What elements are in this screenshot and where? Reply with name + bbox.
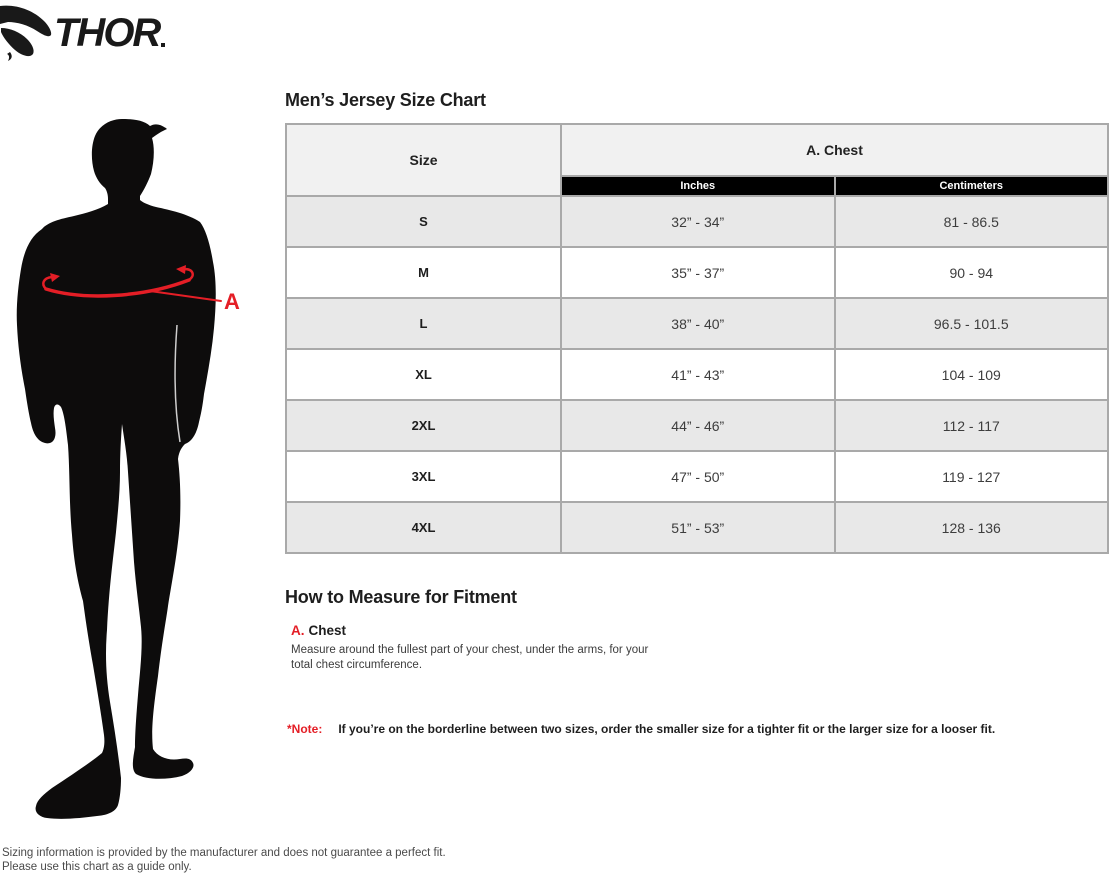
inches-cell: 44” - 46” (561, 400, 835, 451)
table-row (286, 247, 1108, 298)
size-chart-table (285, 123, 1109, 554)
inches-cell: 35” - 37” (561, 247, 835, 298)
thor-logo (0, 3, 185, 61)
measure-item-chest (291, 623, 671, 673)
size-cell: 4XL (286, 502, 561, 553)
measure-item-title (291, 623, 671, 638)
table-row (286, 196, 1108, 247)
male-silhouette (17, 119, 216, 819)
page-title: Men’s Jersey Size Chart (285, 90, 486, 110)
measure-heading: How to Measure for Fitment (285, 587, 517, 607)
body-measurement-figure (0, 110, 260, 822)
cm-cell: 128 - 136 (835, 502, 1109, 553)
logo-wordmark: THOR (54, 11, 160, 55)
measure-item-key: A. (291, 623, 305, 638)
note-label: *Note: (287, 722, 323, 736)
table-row (286, 298, 1108, 349)
disclaimer (2, 846, 446, 874)
cm-cell: 96.5 - 101.5 (835, 298, 1109, 349)
disclaimer-line-1: Sizing information is provided by the manufacturer and does not guarantee a perfect fit. (2, 847, 446, 859)
measure-item-description: Measure around the fullest part of your chest, under the arms, for your total chest circumference. (291, 644, 649, 671)
goat-head-icon (0, 6, 51, 61)
sizing-note (287, 722, 995, 736)
cm-cell: 112 - 117 (835, 400, 1109, 451)
size-cell: M (286, 247, 561, 298)
size-cell: XL (286, 349, 561, 400)
table-row (286, 400, 1108, 451)
cm-cell: 119 - 127 (835, 451, 1109, 502)
table-header-row (286, 124, 1108, 176)
column-header-size: Size (286, 124, 561, 196)
size-cell: L (286, 298, 561, 349)
cm-cell: 81 - 86.5 (835, 196, 1109, 247)
table-row (286, 349, 1108, 400)
size-cell: 2XL (286, 400, 561, 451)
measure-item-label: Chest (308, 623, 347, 638)
inches-cell: 38” - 40” (561, 298, 835, 349)
inches-cell: 51” - 53” (561, 502, 835, 553)
cm-cell: 104 - 109 (835, 349, 1109, 400)
logo-dot (161, 43, 165, 47)
disclaimer-line-2: Please use this chart as a guide only. (2, 861, 192, 873)
column-header-inches: Inches (561, 176, 835, 196)
size-cell: 3XL (286, 451, 561, 502)
table-row (286, 502, 1108, 553)
column-header-chest: A. Chest (561, 124, 1108, 176)
inches-cell: 41” - 43” (561, 349, 835, 400)
column-header-centimeters: Centimeters (835, 176, 1109, 196)
table-row (286, 451, 1108, 502)
inches-cell: 32” - 34” (561, 196, 835, 247)
cm-cell: 90 - 94 (835, 247, 1109, 298)
measurement-label-a: A (224, 289, 240, 314)
inches-cell: 47” - 50” (561, 451, 835, 502)
size-cell: S (286, 196, 561, 247)
note-text: If you’re on the borderline between two sizes, order the smaller size for a tighter fit or the larger size for a looser fit. (338, 722, 996, 736)
